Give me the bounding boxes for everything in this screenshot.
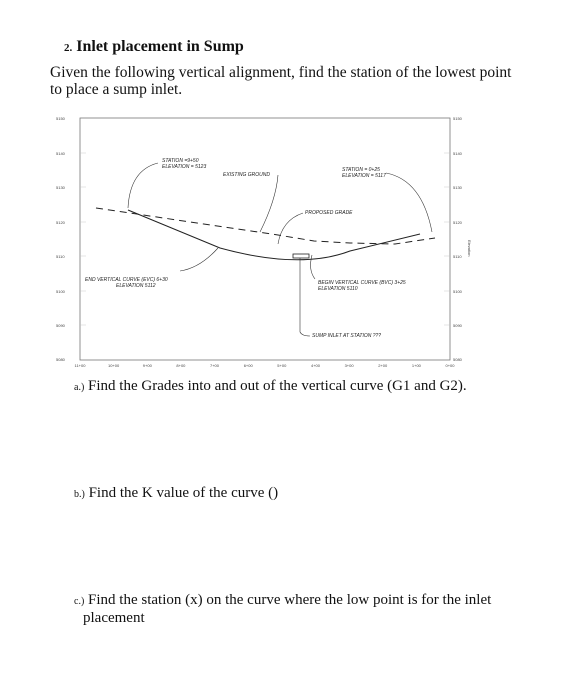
evc-label: END VERTICAL CURVE (EVC) 6+30: [85, 277, 168, 283]
station-label: 5+00: [277, 363, 287, 368]
station-label: 10+00: [107, 363, 120, 368]
station-label: 3+00: [344, 363, 354, 368]
question-number: 2.: [64, 42, 73, 54]
question-c-label: c.): [74, 596, 85, 607]
right-elev-label: 5100: [453, 289, 462, 294]
existing-ground-label: EXISTING GROUND: [223, 172, 270, 178]
question-a-label: a.): [74, 382, 85, 393]
station-label: 1+00: [411, 363, 421, 368]
question-c-text-continued: placement: [83, 610, 145, 626]
right-elev-label: 5120: [453, 220, 462, 225]
point-elevation-label: ELEVATION = 5117: [342, 173, 386, 179]
station-axis: [75, 363, 456, 368]
question-title: Inlet placement in Sump: [76, 38, 244, 55]
question-b-text: Find the K value of the curve (): [88, 485, 279, 501]
problem-statement: Given the following vertical alignment, find the station of the lowest point to place a sump inlet.: [50, 64, 512, 98]
right-elev-label: 5140: [453, 151, 462, 156]
bvc-label: BEGIN VERTICAL CURVE (BVC) 3+25: [318, 280, 406, 286]
figure-annotations: [85, 158, 406, 339]
pvt-station-label: STATION =9+50: [162, 158, 199, 164]
station-label: 9+00: [142, 363, 152, 368]
right-elev-label: 5150: [453, 116, 462, 121]
right-elev-label: 5090: [453, 323, 462, 328]
proposed-grade-label: PROPOSED GRADE: [305, 210, 353, 216]
station-label: 2+00: [378, 363, 388, 368]
left-elev-label: 5090: [56, 323, 65, 328]
left-elev-label: 5140: [56, 151, 65, 156]
question-a-text: Find the Grades into and out of the vertical curve (G1 and G2).: [88, 378, 467, 394]
right-elev-label: 5110: [453, 254, 462, 259]
right-elev-label: 5130: [453, 185, 462, 190]
question-a: [74, 378, 467, 396]
pvt-elevation-label: ELEVATION = 5123: [162, 164, 207, 170]
right-elev-label: 5080: [453, 357, 462, 362]
right-elevation-axis: [453, 116, 472, 362]
point-station-label: STATION = 0+25: [342, 167, 380, 173]
station-label: 8+00: [176, 363, 186, 368]
question-heading: [64, 38, 244, 56]
elevation-axis-title: Elevation: [467, 240, 472, 257]
annotation-leaders: [128, 163, 432, 336]
station-label: 7+00: [209, 363, 220, 368]
sump-inlet-label: SUMP INLET AT STATION ???: [312, 333, 382, 339]
station-label: 4+00: [310, 363, 321, 368]
left-elev-label: 5120: [56, 220, 65, 225]
existing-ground-line: [96, 208, 435, 244]
left-elev-label: 5080: [56, 357, 65, 362]
question-c-text: Find the station (x) on the curve where the low point is for the inlet: [88, 592, 492, 608]
left-elev-label: 5150: [56, 116, 65, 121]
sump-inlet-box: [293, 254, 309, 258]
vertical-alignment-figure: [50, 110, 480, 372]
left-elevation-axis: [56, 116, 66, 362]
station-label: 11+00: [74, 363, 86, 368]
left-elev-label: 5100: [56, 289, 65, 294]
figure-frame: [80, 118, 450, 360]
evc-elevation-label: ELEVATION 5112: [116, 283, 156, 289]
question-b-label: b.): [74, 489, 85, 500]
station-label: 6+00: [243, 363, 253, 368]
station-label: 0+00: [445, 363, 455, 368]
left-elev-label: 5110: [56, 254, 65, 259]
left-elev-label: 5130: [56, 185, 65, 190]
bvc-elevation-label: ELEVATION 5110: [318, 286, 358, 292]
question-c: [74, 592, 534, 627]
question-b: [74, 485, 278, 503]
